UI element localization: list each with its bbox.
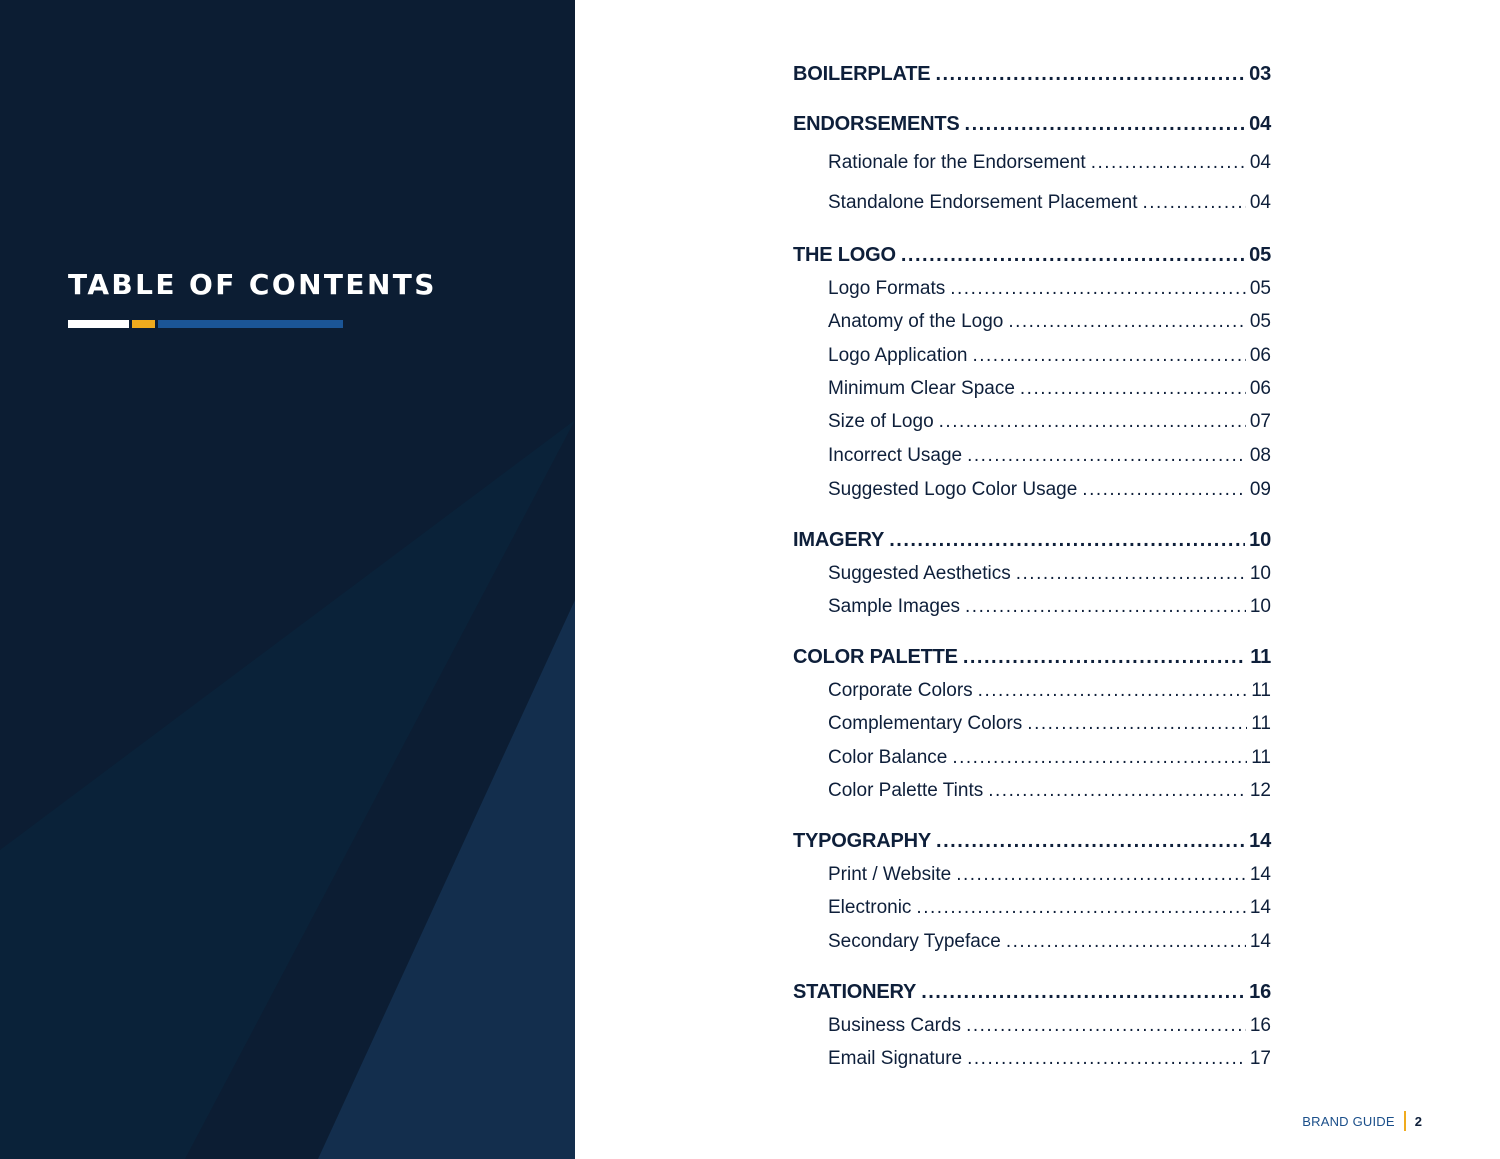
toc-page-number: 16 xyxy=(1249,981,1271,1003)
dot-leader xyxy=(967,1048,1246,1070)
dot-leader xyxy=(952,747,1247,769)
toc-item[interactable] xyxy=(828,479,1271,509)
dot-leader xyxy=(956,864,1246,886)
toc-page-number: 14 xyxy=(1249,897,1271,918)
toc-item[interactable] xyxy=(828,864,1271,894)
toc-item[interactable] xyxy=(828,747,1271,777)
toc-page-number: 14 xyxy=(1249,864,1271,885)
toc-section-endorsements[interactable] xyxy=(793,113,1271,143)
toc-page-number: 04 xyxy=(1249,192,1271,213)
dot-leader xyxy=(1008,311,1246,333)
toc-page-number: 11 xyxy=(1251,713,1271,734)
dot-leader xyxy=(950,278,1246,300)
toc-page-number: 17 xyxy=(1249,1048,1271,1069)
footer-divider xyxy=(1404,1111,1406,1131)
dot-leader xyxy=(901,244,1245,267)
accent-bar-white xyxy=(68,320,129,328)
dot-leader xyxy=(921,981,1245,1004)
toc-section-the-logo[interactable] xyxy=(793,244,1271,274)
toc-section-title: ENDORSEMENTS xyxy=(793,113,960,135)
dot-leader xyxy=(988,780,1246,802)
dot-leader xyxy=(939,411,1246,433)
toc-item[interactable] xyxy=(828,345,1271,375)
toc-item[interactable] xyxy=(828,780,1271,810)
toc-item-title: Electronic xyxy=(828,897,912,918)
footer-title: BRAND GUIDE xyxy=(1302,1113,1395,1129)
toc-page-number: 07 xyxy=(1249,411,1271,432)
toc-section-typography[interactable] xyxy=(793,830,1271,860)
toc-section-imagery[interactable] xyxy=(793,529,1271,559)
dot-leader xyxy=(936,830,1245,853)
dot-leader xyxy=(1016,563,1246,585)
dot-leader xyxy=(1027,713,1247,735)
toc-item-title: Sample Images xyxy=(828,596,961,617)
toc-item[interactable] xyxy=(828,1048,1271,1078)
toc-item[interactable] xyxy=(828,596,1271,626)
toc-item-title: Anatomy of the Logo xyxy=(828,311,1004,332)
dot-leader xyxy=(1142,192,1245,214)
toc-page-number: 14 xyxy=(1249,830,1271,852)
toc-section-title: STATIONERY xyxy=(793,981,917,1003)
toc-section-stationery[interactable] xyxy=(793,981,1271,1011)
toc-item[interactable] xyxy=(828,378,1271,408)
toc-page-number: 05 xyxy=(1249,278,1271,299)
toc-page-number: 04 xyxy=(1249,152,1271,173)
toc-page-number: 05 xyxy=(1249,311,1271,332)
toc-item[interactable] xyxy=(828,931,1271,961)
toc-page-number: 08 xyxy=(1249,445,1271,466)
footer-page-number: 2 xyxy=(1414,1113,1422,1129)
toc-item-title: Size of Logo xyxy=(828,411,934,432)
toc-page-number: 05 xyxy=(1249,244,1271,266)
toc-item[interactable] xyxy=(828,897,1271,927)
toc-page-number: 10 xyxy=(1249,563,1271,584)
toc-item-title: Standalone Endorsement Placement xyxy=(828,192,1138,213)
toc-page-number: 11 xyxy=(1251,680,1271,701)
toc-item[interactable] xyxy=(828,411,1271,441)
toc-item-title: Color Palette Tints xyxy=(828,780,984,801)
toc-page-number: 06 xyxy=(1249,345,1271,366)
accent-bar-blue xyxy=(158,320,343,328)
toc-section-title: TYPOGRAPHY xyxy=(793,830,932,852)
toc-item-title: Logo Formats xyxy=(828,278,946,299)
toc-section-boilerplate[interactable] xyxy=(793,63,1271,93)
toc-page-number: 11 xyxy=(1250,646,1271,668)
toc-item-title: Complementary Colors xyxy=(828,713,1023,734)
toc-item-title: Secondary Typeface xyxy=(828,931,1001,952)
toc-item-title: Corporate Colors xyxy=(828,680,973,701)
toc-section-title: BOILERPLATE xyxy=(793,63,931,85)
toc-item[interactable] xyxy=(828,563,1271,593)
toc-section-title: COLOR PALETTE xyxy=(793,646,958,668)
toc-page-number: 09 xyxy=(1249,479,1271,500)
accent-bar-gold xyxy=(132,320,155,328)
toc-item-title: Rationale for the Endorsement xyxy=(828,152,1086,173)
toc-item-title: Suggested Logo Color Usage xyxy=(828,479,1078,500)
toc-item-title: Minimum Clear Space xyxy=(828,378,1015,399)
dot-leader xyxy=(1091,152,1246,174)
dot-leader xyxy=(1082,479,1246,501)
toc-page-number: 11 xyxy=(1251,747,1271,768)
toc-section-title: THE LOGO xyxy=(793,244,896,266)
toc-item-title: Suggested Aesthetics xyxy=(828,563,1011,584)
toc-item[interactable] xyxy=(828,278,1271,308)
dot-leader xyxy=(966,1015,1246,1037)
cover-panel xyxy=(0,0,575,1159)
toc-page-number: 14 xyxy=(1249,931,1271,952)
dot-leader xyxy=(972,345,1245,367)
toc-item[interactable] xyxy=(828,152,1271,182)
toc-item-title: Email Signature xyxy=(828,1048,963,1069)
toc-item-title: Print / Website xyxy=(828,864,952,885)
toc-page-number: 06 xyxy=(1249,378,1271,399)
dot-leader xyxy=(935,63,1245,86)
toc-page-number: 03 xyxy=(1249,63,1271,85)
dot-leader xyxy=(963,646,1246,669)
toc-item[interactable] xyxy=(828,1015,1271,1045)
toc-page-number: 10 xyxy=(1249,596,1271,617)
toc-item[interactable] xyxy=(828,192,1271,222)
toc-item[interactable] xyxy=(828,445,1271,475)
toc-page-number: 04 xyxy=(1249,113,1271,135)
toc-page-number: 10 xyxy=(1249,529,1271,551)
toc-item[interactable] xyxy=(828,311,1271,341)
toc-item-title: Color Balance xyxy=(828,747,948,768)
toc-item-title: Incorrect Usage xyxy=(828,445,963,466)
dot-leader xyxy=(1006,931,1246,953)
toc-page-number: 16 xyxy=(1249,1015,1271,1036)
page-footer xyxy=(1302,1111,1422,1131)
toc-item[interactable] xyxy=(828,713,1271,743)
toc-item-title: Business Cards xyxy=(828,1015,962,1036)
dot-leader xyxy=(1020,378,1246,400)
toc-section-title: IMAGERY xyxy=(793,529,885,551)
dot-leader xyxy=(965,113,1246,136)
dot-leader xyxy=(916,897,1245,919)
dot-leader xyxy=(967,445,1246,467)
toc-item[interactable] xyxy=(828,680,1271,710)
toc-item-title: Logo Application xyxy=(828,345,968,366)
dot-leader xyxy=(978,680,1248,702)
dot-leader xyxy=(965,596,1246,618)
dot-leader xyxy=(889,529,1245,552)
background-shapes xyxy=(0,0,575,1159)
toc-section-color-palette[interactable] xyxy=(793,646,1271,676)
toc-page-number: 12 xyxy=(1249,780,1271,801)
page-title: TABLE OF CONTENTS xyxy=(68,268,437,301)
